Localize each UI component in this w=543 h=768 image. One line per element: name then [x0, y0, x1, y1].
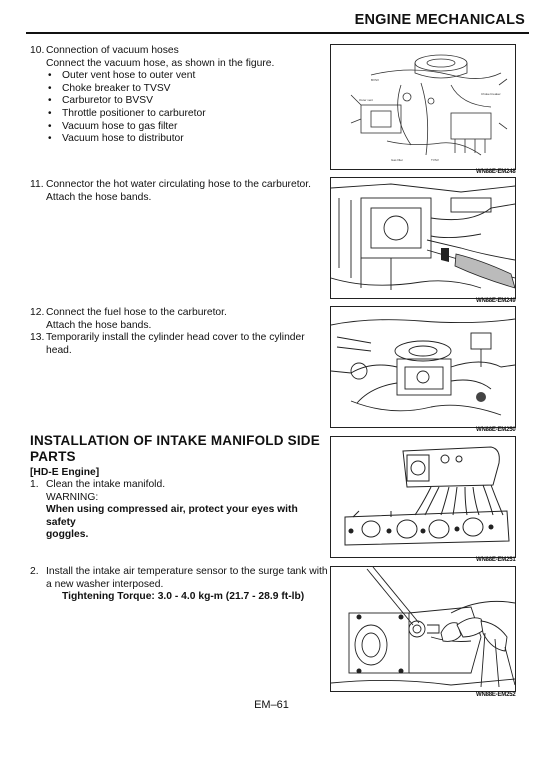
section-title [30, 433, 320, 465]
section-title-line: PARTS [30, 449, 76, 464]
step-number: 13. [30, 332, 45, 344]
figure-caption: WN88E-EM251 [476, 557, 516, 563]
warning-text: goggles. [46, 529, 89, 541]
section-step-2 [30, 566, 330, 604]
vacuum-hose-routing-diagram [330, 44, 516, 170]
svg-text:TVSV: TVSV [431, 158, 439, 162]
list-item: • Throttle positioner to carburetor [48, 108, 320, 121]
header-rule [26, 32, 529, 34]
step-text: Clean the intake manifold. [46, 479, 166, 490]
intake-manifold-illustration [330, 436, 516, 558]
bullet-list [30, 70, 320, 146]
list-item: • Carburetor to BVSV [48, 95, 320, 108]
list-item: • Vacuum hose to distributor [48, 133, 320, 146]
section-step-1 [30, 479, 325, 542]
vacuum-hose-routing-diagram-icon [331, 45, 515, 169]
step-text: Install the intake air temperature sensor to the surge tank with [46, 566, 328, 577]
step-number: 1. [30, 479, 39, 490]
list-item: • Vacuum hose to gas filter [48, 121, 320, 134]
section-title-line: INSTALLATION OF INTAKE MANIFOLD SIDE [30, 433, 320, 448]
step-number: 2. [30, 566, 39, 577]
svg-text:Choke breaker: Choke breaker [481, 92, 501, 96]
figure-caption: WN88E-EM249 [476, 298, 516, 304]
hot-water-hose-illustration-icon [331, 178, 515, 298]
step-text: Attach the hose bands. [46, 191, 152, 203]
hot-water-hose-illustration [330, 177, 516, 299]
list-item: • Outer vent hose to outer vent [48, 70, 320, 83]
step-text: Connect the vacuum hose, as shown in the figure. [46, 57, 275, 69]
air-temperature-sensor-install-illustration [330, 566, 516, 692]
svg-text:Gas filter: Gas filter [391, 158, 404, 162]
step-text: Connect the fuel hose to the carburetor. [46, 307, 227, 318]
figure-caption: WN88E-EM252 [476, 692, 516, 698]
step-text: a new washer interposed. [46, 578, 164, 590]
intake-manifold-illustration-icon [331, 437, 515, 557]
list-item: • Choke breaker to TVSV [48, 83, 320, 96]
step-title: Connection of vacuum hoses [46, 45, 179, 56]
step-number: 12. [30, 307, 45, 318]
svg-text:BVSV: BVSV [371, 78, 380, 82]
figure-caption: WN88E-EM250 [476, 427, 516, 433]
step-number: 11. [30, 179, 44, 190]
carburetor-fuel-hose-illustration [330, 306, 516, 428]
figure-caption: WN88E-EM248 [476, 169, 516, 175]
page-number: EM–61 [254, 699, 289, 711]
page-header-title: ENGINE MECHANICALS [354, 12, 525, 28]
carburetor-fuel-hose-illustration-icon [331, 307, 515, 427]
tightening-torque: Tightening Torque: 3.0 - 4.0 kg-m (21.7 - 28.9 ft-lb) [62, 591, 305, 603]
step-text: Connector the hot water circulating hose to the carburetor. [46, 179, 312, 190]
step-11 [30, 179, 330, 204]
step-number: 10. [30, 45, 45, 56]
step-12 [30, 307, 330, 357]
warning-label: WARNING: [46, 491, 99, 503]
step-text: Temporarily install the cylinder head cover to the cylinder [46, 332, 305, 344]
step-text: head. [46, 344, 72, 356]
svg-text:Outer vent: Outer vent [359, 98, 374, 102]
step-text: Attach the hose bands. [46, 319, 152, 331]
step-10 [30, 45, 320, 146]
warning-text: When using compressed air, protect your eyes with safety [46, 504, 298, 528]
air-temperature-sensor-install-illustration-icon [331, 567, 515, 691]
section-subtitle: [HD-E Engine] [30, 467, 100, 478]
